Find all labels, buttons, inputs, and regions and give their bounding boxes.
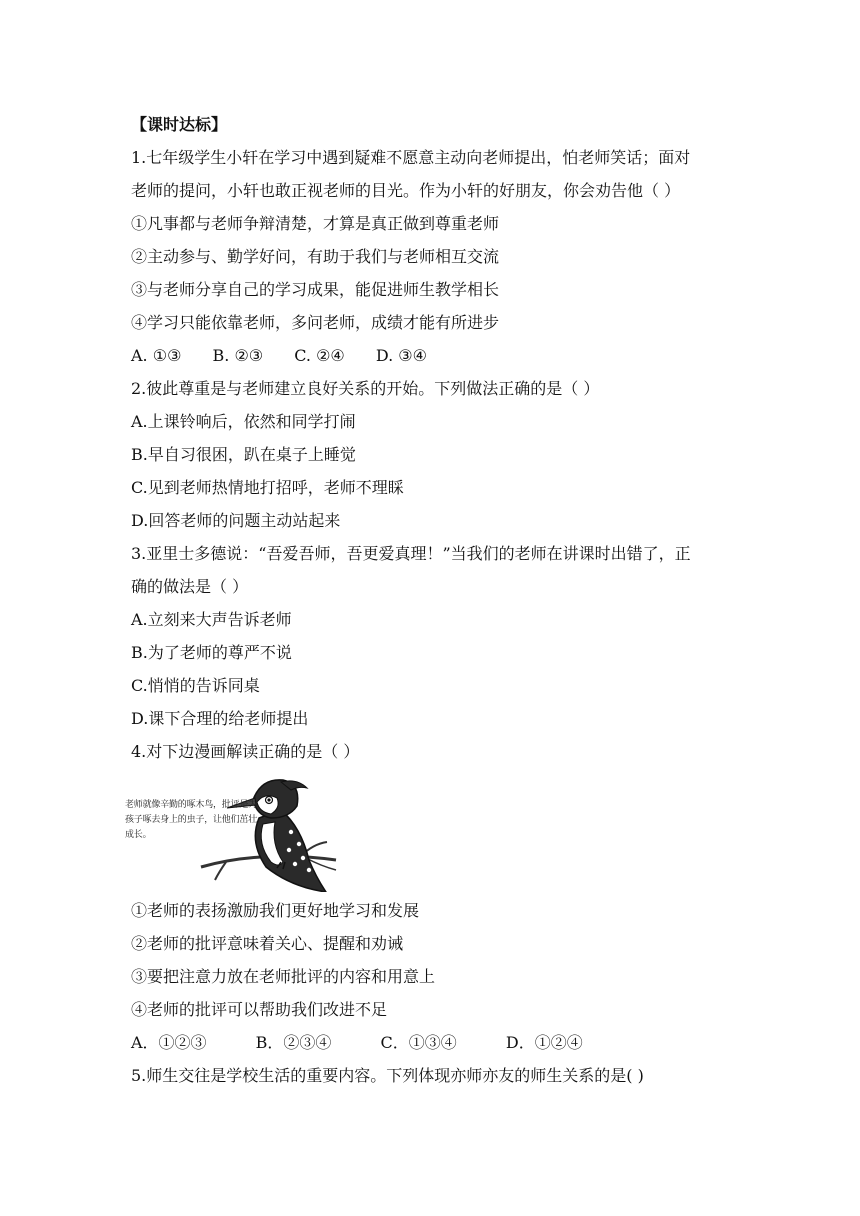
question-4-options <box>131 1026 741 1059</box>
question-4-item: ④老师的批评可以帮助我们改进不足 <box>131 1000 388 1019</box>
option-d: D.课下合理的给老师提出 <box>131 709 309 728</box>
option-a: A. ①③ <box>131 346 182 365</box>
question-1-options <box>131 339 741 372</box>
option-d: D．①②④ <box>505 1033 583 1052</box>
option-a: A.立刻来大声告诉老师 <box>131 610 292 629</box>
option-c: C.见到老师热情地打招呼，老师不理睬 <box>131 478 404 497</box>
option-c: C. ②④ <box>294 346 345 365</box>
section-title: 【课时达标】 <box>131 115 228 134</box>
question-4-item: ①老师的表扬激励我们更好地学习和发展 <box>131 901 420 920</box>
option-d: D. ③④ <box>375 346 427 365</box>
cartoon-caption: 老师就像辛勤的啄木鸟，批评是为孩子啄去身上的虫子，让他们茁壮成长。 <box>125 800 258 840</box>
option-b: B．②③④ <box>255 1033 332 1052</box>
question-5-stem: 5.师生交往是学校生活的重要内容。下列体现亦师亦友的师生关系的是( ) <box>131 1066 644 1085</box>
question-1-item: ①凡事都与老师争辩清楚，才算是真正做到尊重老师 <box>131 214 500 233</box>
option-a: A．①②③ <box>131 1033 207 1052</box>
question-4-item: ②老师的批评意味着关心、提醒和劝诫 <box>131 934 404 953</box>
question-5 <box>131 1059 741 1092</box>
question-4 <box>125 735 741 1059</box>
option-c: C．①③④ <box>380 1033 457 1052</box>
option-a: A.上课铃响后，依然和同学打闹 <box>131 412 356 431</box>
question-3 <box>131 537 741 735</box>
question-2 <box>131 372 741 537</box>
option-c: C.悄悄的告诉同桌 <box>131 676 260 695</box>
question-1-item: ②主动参与、勤学好问，有助于我们与老师相互交流 <box>131 247 500 266</box>
question-1-stem-line-1: 1.七年级学生小轩在学习中遇到疑难不愿意主动向老师提出，怕老师笑话；面对 <box>131 148 691 167</box>
question-1-item: ③与老师分享自己的学习成果，能促进师生教学相长 <box>131 280 500 299</box>
option-b: B. ②③ <box>212 346 264 365</box>
question-4-item: ③要把注意力放在老师批评的内容和用意上 <box>131 967 436 986</box>
question-4-stem: 4.对下边漫画解读正确的是（ ） <box>131 742 360 761</box>
exercise-content <box>125 108 741 1092</box>
question-1-stem-line-2: 老师的提问，小轩也敢正视老师的目光。作为小轩的好朋友，你会劝告他（ ） <box>131 181 681 200</box>
option-b: B.为了老师的尊严不说 <box>131 643 292 662</box>
option-b: B.早自习很困，趴在桌子上睡觉 <box>131 445 356 464</box>
question-1-item: ④学习只能依靠老师，多问老师，成绩才能有所进步 <box>131 313 500 332</box>
woodpecker-cartoon <box>125 772 371 892</box>
option-d: D.回答老师的问题主动站起来 <box>131 511 341 530</box>
question-3-stem-line-1: 3.亚里士多德说：“吾爱吾师，吾更爱真理！”当我们的老师在讲课时出错了，正 <box>131 544 691 563</box>
question-1 <box>131 141 741 372</box>
question-3-stem-line-2: 确的做法是（ ） <box>131 577 249 596</box>
question-2-stem: 2.彼此尊重是与老师建立良好关系的开始。下列做法正确的是（ ） <box>131 379 600 398</box>
